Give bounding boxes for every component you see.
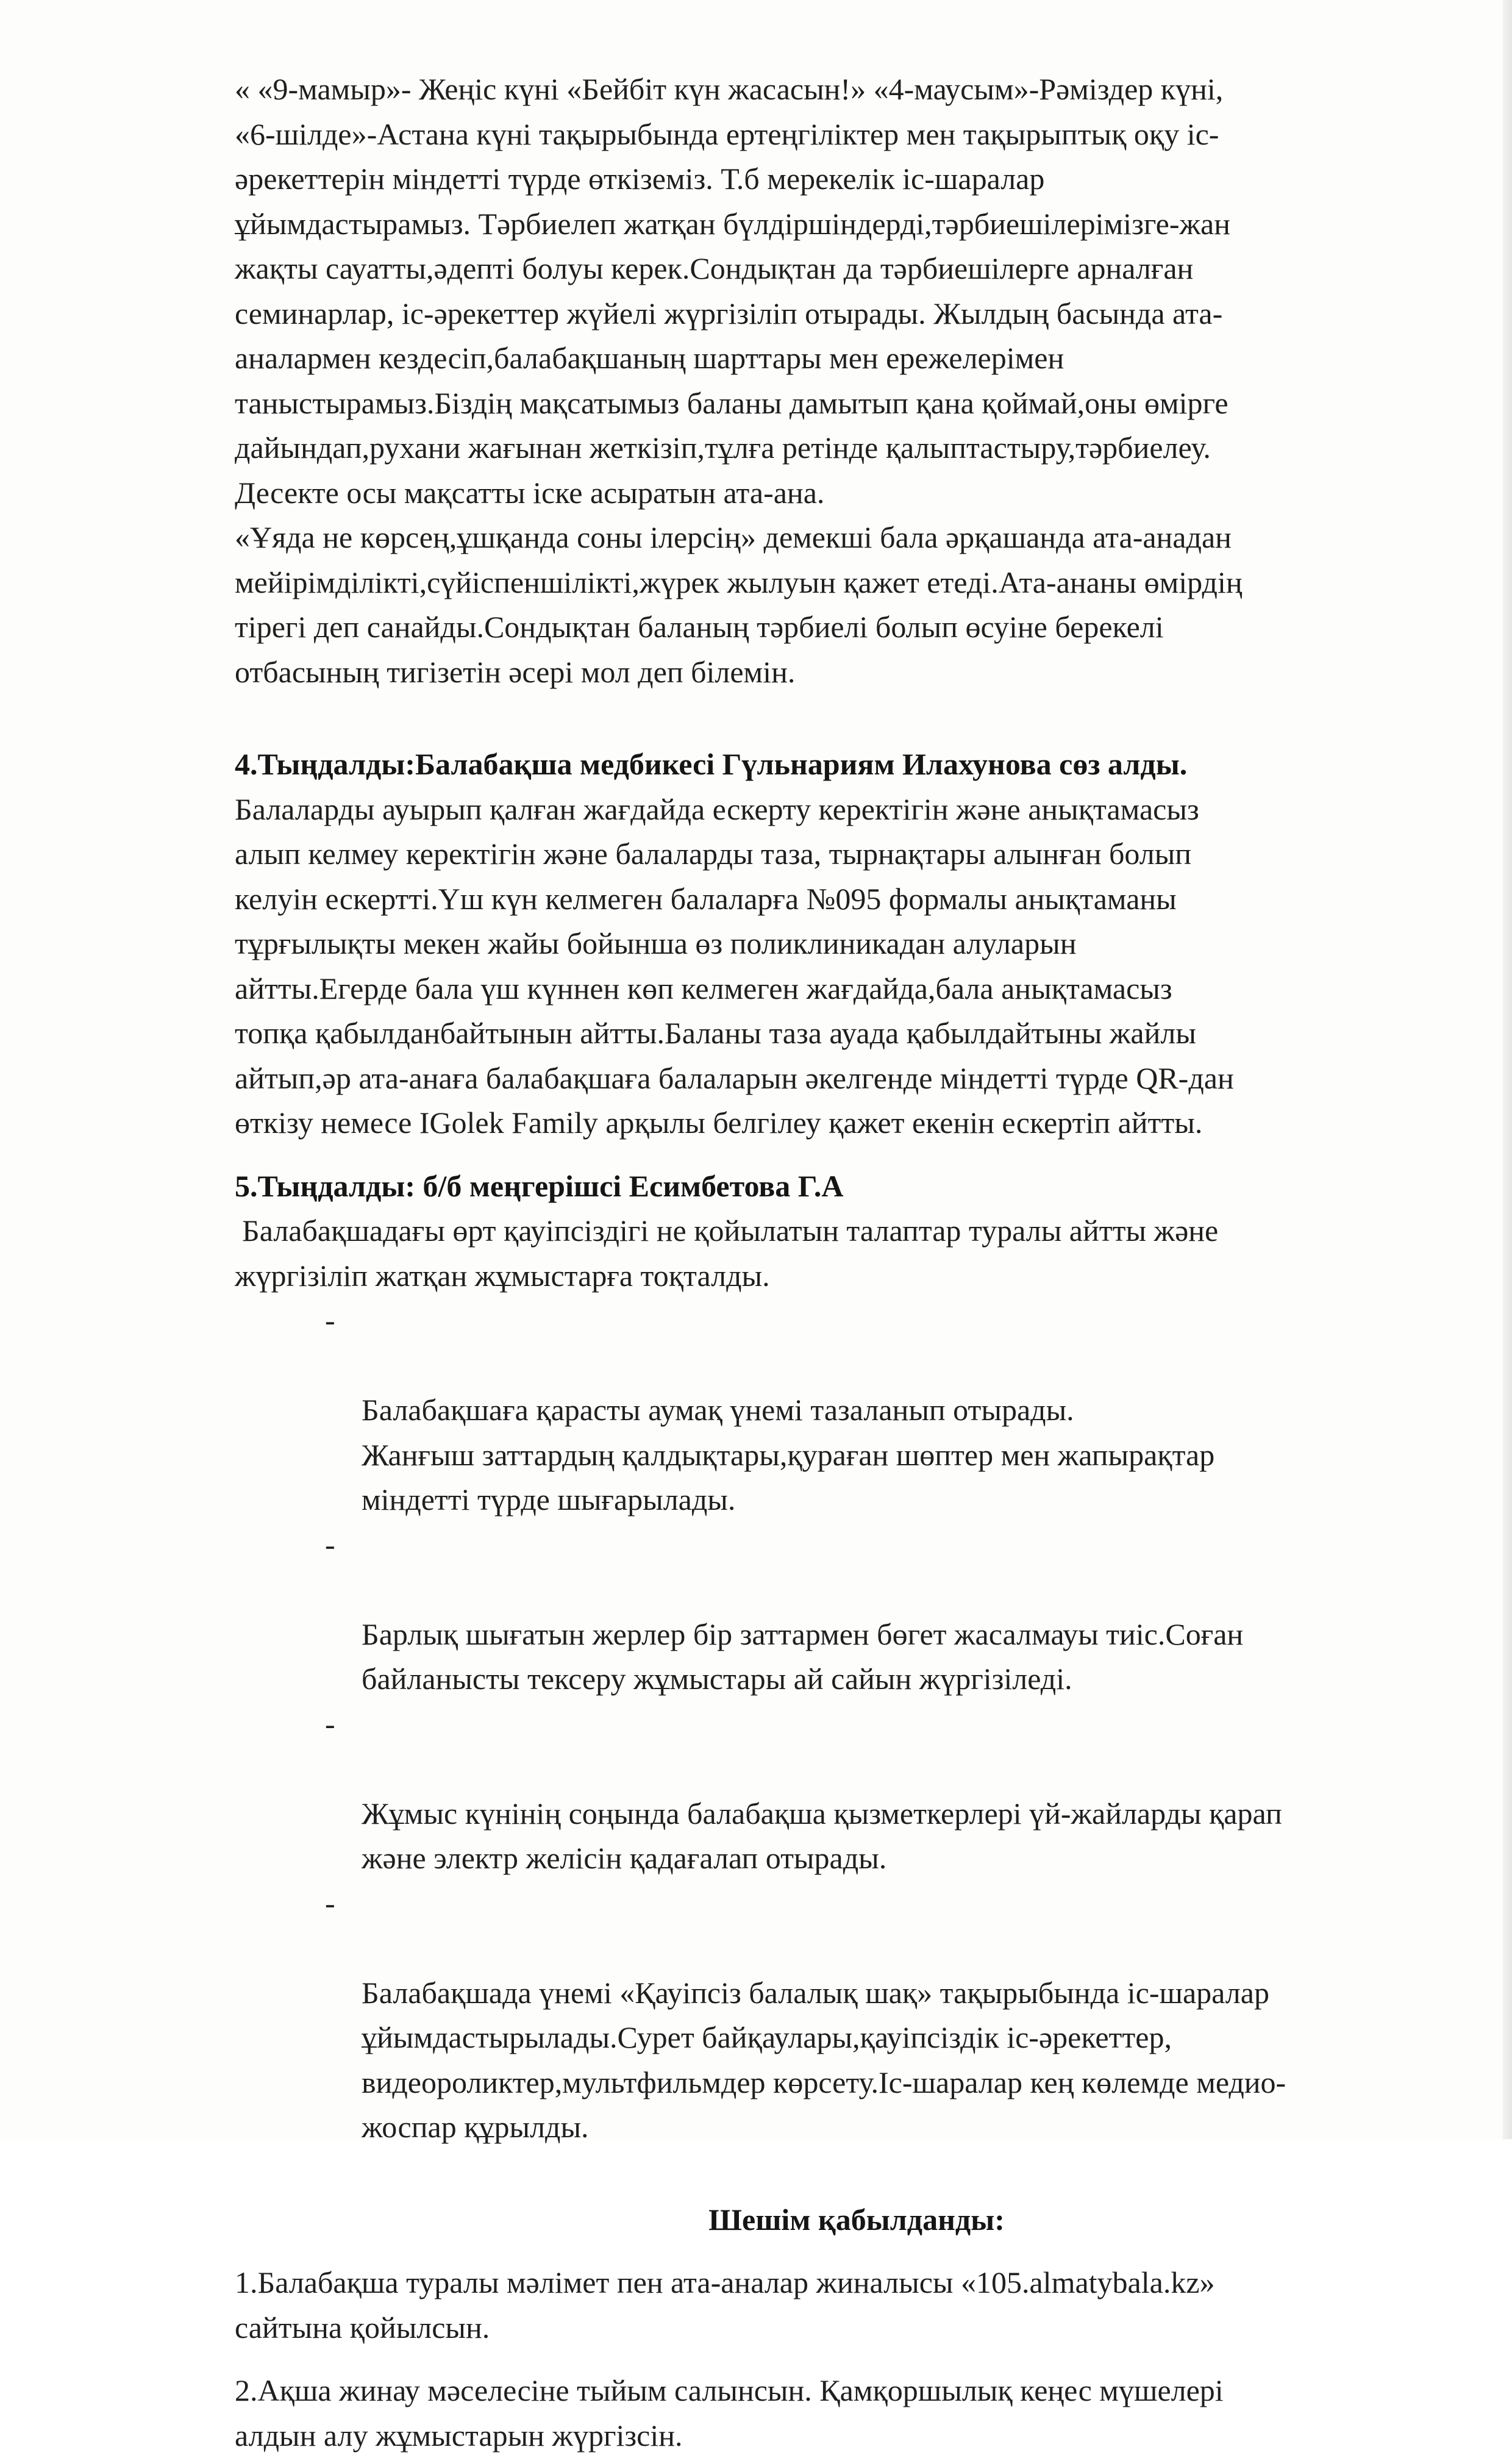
spacer [235,2350,1430,2368]
dash-bullet: - [325,1885,335,1920]
section-4-heading: 4.Тыңдалды:Балабақша медбикесі Гүльнариям Илахунова сөз алды. [235,747,1188,781]
spacer [235,2242,1430,2260]
list-item [325,1702,1430,1881]
section-5-list [235,1298,1430,2150]
dash-bullet: - [325,1527,335,1562]
dash-bullet: - [325,1706,335,1741]
decision-title: Шешім қабылданды: [708,2202,1005,2237]
list-item [325,1523,1430,1702]
list-item [325,1881,1430,2150]
list-item [325,1298,1430,1523]
spacer [235,1146,1430,1164]
list-item-text: Жұмыс күнінің соңында балабақша қызметкерлері үй-жайларды қарап және электр желісін қадағалап отырады. [362,1796,1282,1875]
section-4-body: Балаларды ауырып қалған жағдайда ескерту керектігін және анықтамасыз алып келмеу керектігін және балаларды таза, тырнақтары алынған болып келуін ескертті.Үш күн келмеген балаларға №095 формалы анықтаманы тұрғылықты мекен жайы бойынша өз поликлиникадан алуларын айтты.Егерде бала үш күннен көп келмеген жағдайда,бала анықтамасыз топқа қабылданбайтынын айтты.Баланы таза ауада қабылдайтыны жайлы айтып,әр ата-анаға балабақшаға балаларын әкелгенде міндетті түрде QR-дан өткізу немесе IGolek Family арқылы белгілеу қажет екенін ескертіп айтты. [235,791,1234,1140]
section-5-body: Балабақшадағы өрт қауіпсіздігі не қойылатын талаптар туралы айтты және жүргізіліп жатқан жұмыстарға тоқталды. [235,1213,1219,1293]
spacer [235,695,1430,742]
dash-bullet: - [325,1303,335,1337]
spacer [235,2150,1430,2198]
scan-edge-shadow [1503,0,1512,2139]
list-item-text: Балабақшаға қарасты аумақ үнемі тазаланып отырады. Жанғыш заттардың қалдықтары,қураған шөптер мен жапырақтар міндетті түрде шығарылады. [362,1393,1215,1517]
intro-paragraph-1: « «9-мамыр»- Жеңіс күні «Бейбіт күн жасасын!» «4-маусым»-Рәміздер күні, «6-шілде»-Астана күні тақырыбында ертеңгіліктер мен тақырыптық оқу іс- әрекеттерін міндетті түрде өткіземіз. Т.б мерекелік іс-шаралар ұйымдастырамыз. Тәрбиелеп жатқан бүлдіршіндерді,тәрбиешілерімізге-жан жақты сауатты,әдепті болуы керек.Сондықтан да тәрбиешілерге арналған семинарлар, іс-әрекеттер жүйелі жүргізіліп отырады. Жылдың басында ата- аналармен кездесіп,балабақшаның шарттары мен ережелерімен таныстырамыз.Біздің мақсатымыз баланы дамытып қана қоймай,оны өмірге дайындап,рухани жағынан жеткізіп,тұлға ретінде қалыптастыру,тәрбиелеу. Десекте осы мақсатты іске асыратын ата-ана. [235,72,1231,510]
section-5-heading: 5.Тыңдалды: б/б меңгерішсі Есимбетова Г.А [235,1168,844,1203]
document-body [235,67,1430,2458]
decision-item-2: 2.Ақша жинау мәселесіне тыйым салынсын. Қамқоршылық кеңес мүшелері алдын алу жұмыстарын жүргізсін. [235,2373,1224,2453]
decision-item-1: 1.Балабақша туралы мәлімет пен ата-аналар жиналысы «105.almatybala.kz» сайтына қойылсын. [235,2265,1215,2345]
list-item-text: Барлық шығатын жерлер бір заттармен бөгет жасалмауы тиіс.Соған байланысты тексеру жұмыстары ай сайын жүргізіледі. [362,1617,1244,1696]
list-item-text: Балабақшада үнемі «Қауіпсіз балалық шақ» тақырыбында іс-шаралар ұйымдастырылады.Сурет байқаулары,қауіпсіздік іс-әрекеттер, видеороликтер,мультфильмдер көрсету.Іс-шаралар кең көлемде медио- жоспар құрылды. [362,1975,1286,2144]
intro-paragraph-2: «Ұяда не көрсең,ұшқанда соны ілерсің» демекші бала әрқашанда ата-анадан мейірімділікті,сүйіспеншілікті,жүрек жылуын қажет етеді.Ата-ананы өмірдің тірегі деп санайды.Сондықтан баланың тәрбиелі болып өсуіне берекелі отбасының тигізетін әсері мол деп білемін. [235,520,1243,689]
